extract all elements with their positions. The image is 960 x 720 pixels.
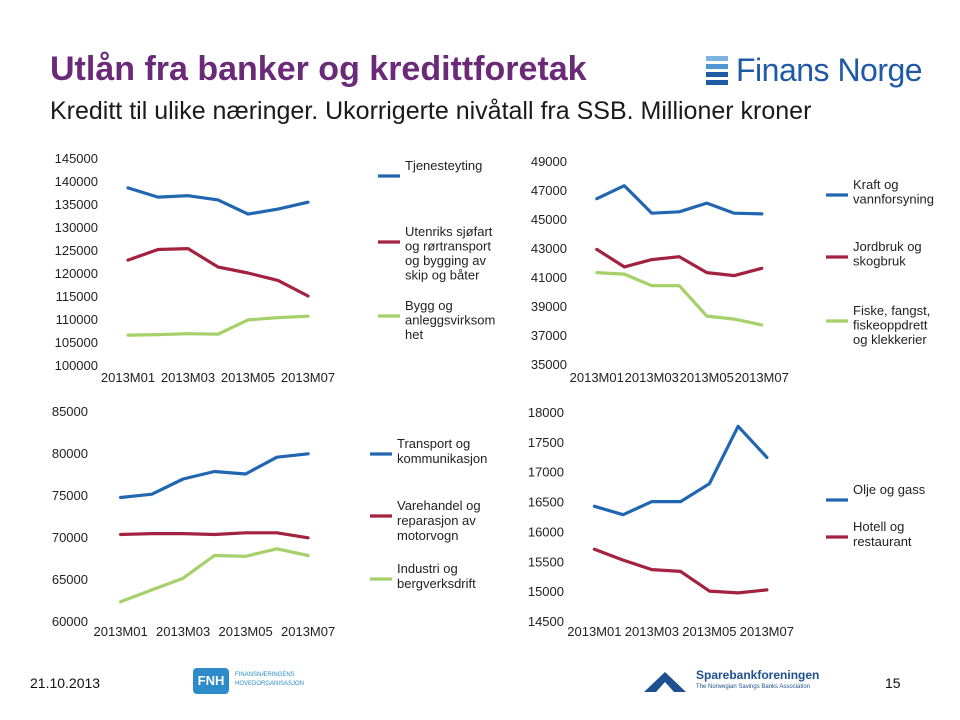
y-tick-label: 80000 [51, 446, 88, 461]
series-line [121, 454, 309, 498]
legend-label: Industri og bergverksdrift [397, 561, 476, 591]
legend-label: Utenriks sjøfart og rørtransport og bygging av skip og båter [405, 224, 493, 283]
y-tick-label: 14500 [527, 614, 564, 629]
y-tick-label: 16000 [527, 524, 564, 540]
x-tick-label: 2013M05 [682, 624, 737, 639]
line-chart-3 [52, 404, 487, 639]
y-tick-label: 65000 [51, 572, 88, 587]
y-tick-label: 18000 [527, 405, 564, 420]
y-tick-label: 110000 [55, 312, 98, 327]
series-line [594, 426, 767, 514]
y-tick-label: 49000 [530, 154, 567, 169]
page-subtitle: Kreditt til ulike næringer. Ukorrigerte nivåtall fra SSB. Millioner kroner [50, 97, 812, 125]
series-line [597, 186, 762, 214]
y-tick-label: 145000 [54, 151, 98, 166]
page-number: 15 [885, 675, 901, 691]
legend-label: Hotell og restaurant [853, 519, 912, 549]
sparebankforeningen-logo-text: Sparebankforeningen [696, 668, 820, 682]
sparebankforeningen-logo-icon [640, 666, 690, 696]
footer-date: 21.10.2013 [30, 675, 101, 691]
line-chart-2 [531, 154, 934, 385]
legend-label: Olje og gass [853, 482, 926, 497]
legend-label: Tjenesteyting [405, 158, 483, 173]
x-tick-label: 2013M01 [93, 624, 148, 639]
y-tick-label: 17000 [527, 464, 564, 480]
y-tick-label: 15500 [527, 554, 564, 570]
y-tick-label: 60000 [51, 614, 88, 629]
x-tick-label: 2013M01 [567, 624, 622, 639]
sparebankforeningen-logo-subtext: The Norwegian Savings Banks Association [696, 684, 811, 690]
legend-label: Transport og kommunikasjon [397, 436, 488, 466]
y-tick-label: 39000 [530, 299, 567, 314]
x-tick-label: 2013M01 [569, 370, 624, 385]
y-tick-label: 100000 [54, 358, 98, 373]
x-tick-label: 2013M05 [679, 370, 734, 385]
series-line [128, 316, 308, 335]
y-tick-label: 120000 [54, 266, 98, 281]
y-tick-label: 75000 [51, 488, 88, 503]
line-chart-1 [55, 151, 496, 385]
sparebankforeningen-logo [640, 666, 820, 698]
finans-norge-logo-text: Finans Norge [736, 52, 923, 88]
y-tick-label: 35000 [530, 357, 567, 372]
y-tick-label: 15000 [527, 584, 564, 600]
y-tick-label: 47000 [530, 183, 567, 198]
legend-label: Fiske, fangst, fiskeoppdrett og klekkerier [853, 303, 931, 347]
x-tick-label: 2013M03 [156, 624, 211, 639]
y-tick-label: 70000 [51, 530, 88, 545]
x-tick-label: 2013M07 [281, 624, 336, 639]
series-line [128, 249, 308, 296]
legend-label: Jordbruk og skogbruk [853, 239, 922, 269]
y-tick-label: 135000 [54, 197, 98, 212]
y-tick-label: 115000 [55, 289, 98, 304]
series-line [128, 188, 308, 214]
y-tick-label: 45000 [530, 212, 567, 227]
page-title: Utlån fra banker og kredittforetak [50, 50, 587, 88]
x-tick-label: 2013M03 [624, 370, 679, 385]
legend-label: Kraft og vannforsyning [853, 177, 934, 207]
fnh-logo-text: FINANSNÆRINGENS HOVEDORGANISASJON [235, 672, 305, 687]
x-tick-label: 2013M07 [734, 370, 789, 385]
y-tick-label: 16500 [527, 494, 564, 510]
x-tick-label: 2013M05 [220, 370, 276, 385]
x-tick-label: 2013M01 [100, 370, 156, 385]
series-line [121, 549, 309, 602]
y-tick-label: 37000 [530, 328, 567, 343]
y-tick-label: 43000 [530, 241, 567, 256]
legend-label: Bygg og anleggsvirksom het [405, 298, 496, 342]
y-tick-label: 17500 [527, 434, 564, 450]
y-tick-label: 85000 [51, 404, 88, 419]
fnh-logo [193, 668, 343, 696]
y-tick-label: 130000 [54, 220, 98, 235]
x-tick-label: 2013M05 [218, 624, 273, 639]
x-tick-label: 2013M07 [280, 370, 336, 385]
fnh-logo-mark: FNH [193, 668, 229, 694]
series-line [121, 533, 309, 538]
legend-label: Varehandel og reparasjon av motorvogn [397, 498, 481, 543]
x-tick-label: 2013M07 [739, 624, 794, 639]
x-tick-label: 2013M03 [160, 370, 216, 385]
x-tick-label: 2013M03 [624, 624, 679, 639]
series-line [597, 273, 762, 325]
series-line [594, 549, 767, 593]
y-tick-label: 105000 [54, 335, 98, 350]
line-chart-4 [528, 405, 926, 639]
y-tick-label: 41000 [530, 270, 567, 285]
y-tick-label: 125000 [54, 243, 98, 258]
y-tick-label: 140000 [54, 174, 98, 189]
series-line [597, 249, 762, 275]
